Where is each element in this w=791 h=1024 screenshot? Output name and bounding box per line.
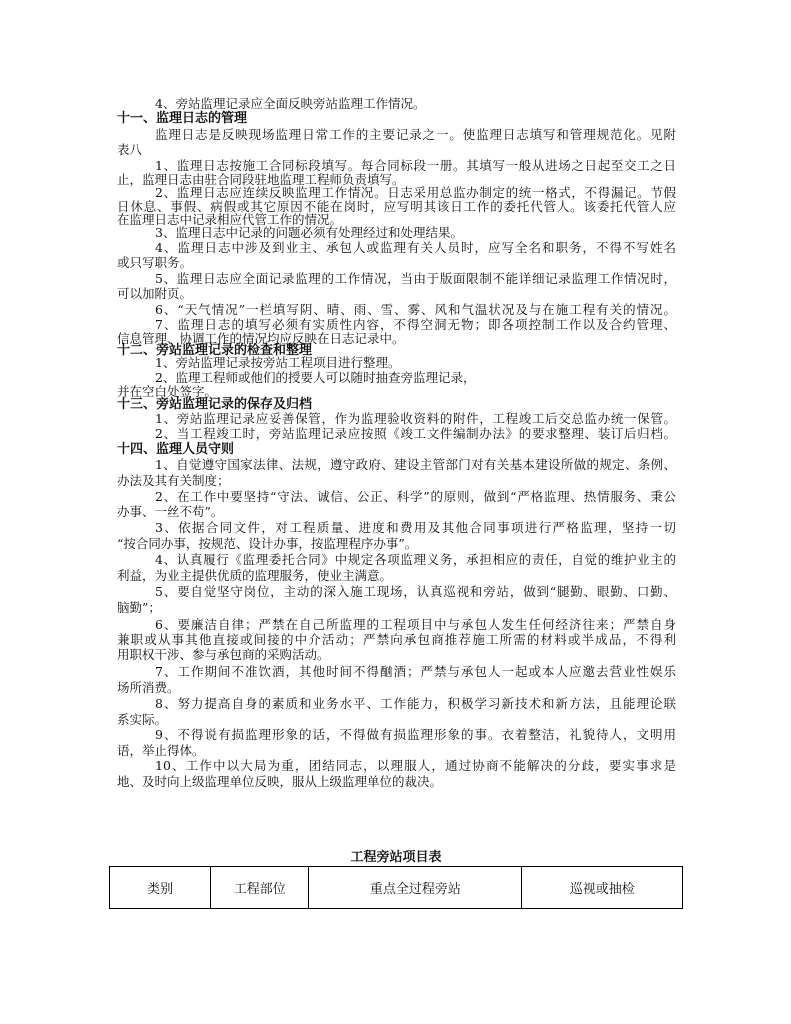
text-line: 地、及时向上级监理单位反映，服从上级监理单位的裁决。 <box>117 774 443 789</box>
text-line: 并在空白处签字。 <box>117 384 218 399</box>
text-line: 信息管理、协调工作的情况均应反映在日志记录中。 <box>117 331 405 346</box>
text-line: 止，监理日志由驻合同段驻地监理工程师负责填写。 <box>117 172 405 187</box>
text-line: 3、监理日志中记录的问题必须有处理经过和处理结果。 <box>155 225 463 240</box>
text-line: “按合同办事，按规范、设计办事，按监理程序办事”。 <box>117 536 418 551</box>
section-heading: 十一、监理日志的管理 <box>117 111 248 126</box>
text-line: 2、监理日志应连续反映监理工作情况。日志采用总监办制定的统一格式，不得漏记。节假 <box>155 185 676 200</box>
text-line: 5、要自觉坚守岗位，主动的深入施工现场，认真巡视和旁站，做到“腿勤、眼勤、口勤、 <box>155 584 676 599</box>
text-line: 在监理日志中记录相应代管工作的情况。 <box>117 212 343 227</box>
text-line: 10、工作中以大局为重，团结同志，以理服人，通过协商不能解决的分歧，要实事求是 <box>155 758 676 773</box>
text-line: 6、要廉洁自律；严禁在自己所监理的工程项目中与承包人发生任何经济往来；严禁自身 <box>155 617 676 632</box>
project-table <box>109 866 683 909</box>
section-heading: 十三、旁站监理记录的保存及归档 <box>117 397 313 412</box>
text-line: 8、努力提高自身的素质和业务水平、工作能力，积极学习新技术和新方法，且能理论联 <box>155 696 676 711</box>
text-line: 4、监理日志中涉及到业主、承包人或监理有关人员时，应写全名和职务，不得不写姓名 <box>155 240 676 255</box>
text-line: 6、“天气情况”一栏填写阴、晴、雨、雪、雾、风和气温状况及与在施工程有关的情况。 <box>155 302 676 317</box>
text-line: 系实际。 <box>117 712 168 727</box>
text-line: 5、监理日志应全面记录监理的工作情况，当由于版面限制不能详细记录监理工作情况时， <box>155 271 676 286</box>
text-line: 语，举止得体。 <box>117 743 205 758</box>
text-line: 4、旁站监理记录应全面反映旁站监理工作情况。 <box>155 96 426 111</box>
table-header-row <box>110 867 683 909</box>
text-line: 办法及其有关制度； <box>117 473 230 488</box>
text-line: 7、监理日志的填写必须有实质性内容，不得空洞无物；即各项控制工作以及合约管理、 <box>155 317 676 332</box>
text-line: 4、认真履行《监理委托合同》中规定各项监理义务，承担相应的责任，自觉的维护业主的 <box>155 552 676 567</box>
text-line: 场所消费。 <box>117 680 180 695</box>
text-line: 1、旁站监理记录按旁站工程项目进行整理。 <box>155 355 401 370</box>
table-header-cell: 工程部位 <box>211 867 309 909</box>
text-line: 3、依据合同文件，对工程质量、进度和费用及其他合同事项进行严格监理，坚持一切 <box>155 520 676 535</box>
text-line: 监理日志是反映现场监理日常工作的主要记录之一。使监理日志填写和管理规范化。见附 <box>155 127 676 142</box>
text-line: 2、在工作中要坚持“守法、诚信、公正、科学”的原则，做到“严格监理、热情服务、秉公 <box>155 489 676 504</box>
text-line: 表八 <box>117 142 143 157</box>
text-line: 7、工作期间不准饮酒，其他时间不得酗酒；严禁与承包人一起或本人应邀去营业性娱乐 <box>155 664 676 679</box>
table-title: 工程旁站项目表 <box>350 850 442 865</box>
text-line: 脑勤”； <box>117 600 161 615</box>
text-line: 2、当工程竣工时，旁站监理记录应按照《竣工文件编制办法》的要求整理、装订后归档。 <box>155 426 676 441</box>
text-line: 利益，为业主提供优质的监理服务，使业主满意。 <box>117 568 393 583</box>
text-line: 1、旁站监理记录应妥善保管，作为监理验收资料的附件，工程竣工后交总监办统一保管。 <box>155 411 676 426</box>
text-line: 可以加附页。 <box>117 286 193 301</box>
text-line: 9、不得说有损监理形象的话，不得做有损监理形象的事。衣着整洁，礼貌待人，文明用 <box>155 727 676 742</box>
table-header-cell: 巡视或抽检 <box>522 867 683 909</box>
section-heading: 十二、旁站监理记录的检查和整理 <box>117 343 313 358</box>
text-line: 用职权干涉、参与承包商的采购活动。 <box>117 647 330 662</box>
table-header-cell: 重点全过程旁站 <box>309 867 522 909</box>
table-header-cell: 类别 <box>110 867 211 909</box>
text-line: 兼职或从事其他直接或间接的中介活动；严禁向承包商推荐施工所需的材料或半成品，不得利 <box>117 632 676 647</box>
section-heading: 十四、监理人员守则 <box>117 442 235 457</box>
text-line: 1、自觉遵守国家法律、法规，遵守政府、建设主管部门对有关基本建设所做的规定、条例、 <box>155 457 676 472</box>
text-line: 1、监理日志按施工合同标段填写。每合同标段一册。其填写一般从进场之日起至交工之日 <box>155 158 676 173</box>
text-line: 办事、一丝不苟”。 <box>117 504 224 519</box>
text-line: 2、监理工程师或他们的授要人可以随时抽查旁监理记录， <box>155 370 476 385</box>
text-line: 日休息、事假、病假或其它原因不能在岗时，应写明其该日工作的委托代管人。该委托代管人应 <box>117 199 676 214</box>
text-line: 或只写职务。 <box>117 255 193 270</box>
